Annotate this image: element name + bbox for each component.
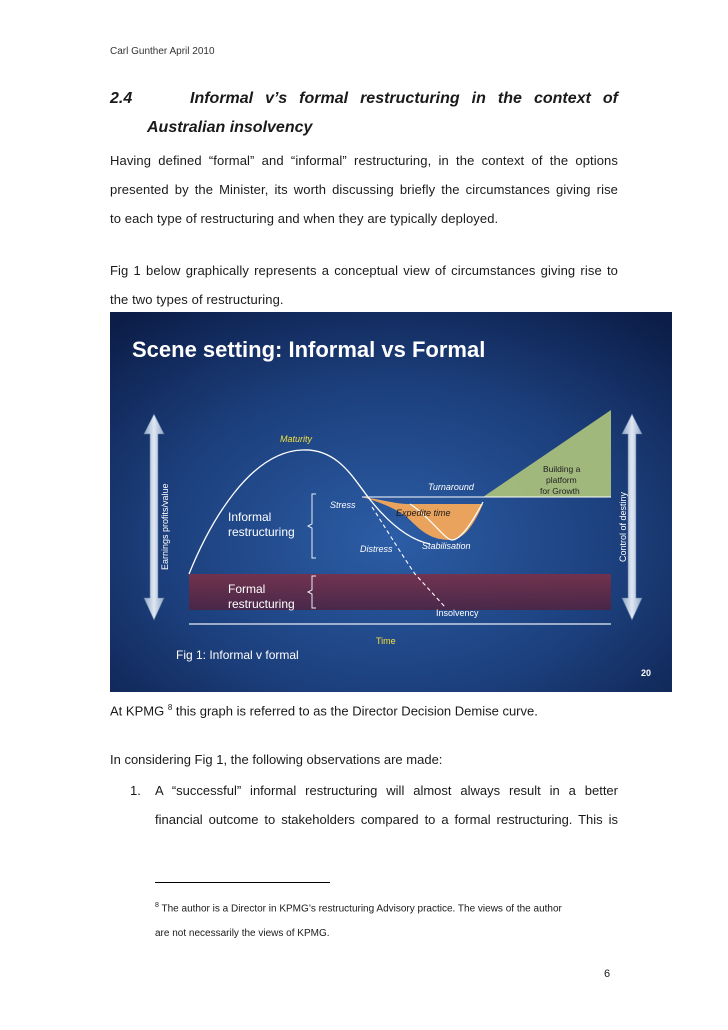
list-item-number: 1. xyxy=(130,783,141,798)
label-expedite: Expedite time xyxy=(396,508,451,518)
slide-number: 20 xyxy=(641,668,652,678)
label-formal-1: Formal xyxy=(228,582,266,596)
footnote-line2: are not necessarily the views of KPMG. xyxy=(155,928,330,940)
observations-intro: In considering Fig 1, the following observations are made: xyxy=(110,752,443,767)
paragraph-1-line1: Having defined “formal” and “informal” restructuring, in the context of the options xyxy=(110,153,618,168)
footnote-separator xyxy=(155,882,330,883)
figure-caption xyxy=(110,703,538,718)
running-head: Carl Gunther April 2010 xyxy=(110,46,215,57)
section-title-line1: Informal v’s formal restructuring in the context of xyxy=(190,90,618,107)
label-building-3: for Growth xyxy=(540,486,580,496)
label-turnaround: Turnaround xyxy=(428,482,474,492)
label-maturity: Maturity xyxy=(280,434,313,444)
section-title-line2: Australian insolvency xyxy=(147,119,313,136)
caption-text-after: this graph is referred to as the Director Decision Demise curve. xyxy=(172,703,538,719)
label-stress: Stress xyxy=(330,500,356,510)
footnote-line1 xyxy=(155,893,618,921)
footnote xyxy=(155,893,618,946)
section-number: 2.4 xyxy=(110,90,133,107)
label-time: Time xyxy=(376,636,396,646)
caption-text-before: At KPMG xyxy=(110,703,165,719)
paragraph-2-line2: the two types of restructuring. xyxy=(110,292,284,307)
label-informal-1: Informal xyxy=(228,510,272,524)
figure-caption-in-slide: Fig 1: Informal v formal xyxy=(176,648,299,662)
right-axis-label: Control of destiny xyxy=(618,491,628,562)
figure-slide-graphic xyxy=(110,312,672,692)
paragraph-2-line1: Fig 1 below graphically represents a conceptual view of circumstances giving rise to xyxy=(110,263,618,278)
slide-title: Scene setting: Informal vs Formal xyxy=(132,337,486,362)
label-informal-2: restructuring xyxy=(228,525,295,539)
label-building-1: Building a xyxy=(543,464,581,474)
label-distress: Distress xyxy=(360,544,393,554)
footnote-ref: 8 xyxy=(167,703,173,712)
list-item-line2: financial outcome to stakeholders compared to a formal restructuring. This is xyxy=(155,812,618,827)
list-item-line1: A “successful” informal restructuring will almost always result in a better xyxy=(155,783,618,798)
label-insolvency: Insolvency xyxy=(436,608,479,618)
label-building-2: platform xyxy=(546,475,577,485)
label-formal-2: restructuring xyxy=(228,597,295,611)
figure-slide xyxy=(110,312,672,692)
paragraph-1-line2: presented by the Minister, its worth discussing briefly the circumstances giving rise xyxy=(110,182,618,197)
footnote-text-1: The author is a Director in KPMG’s restructuring Advisory practice. The views of the author xyxy=(158,903,562,915)
label-stabilisation: Stabilisation xyxy=(422,541,471,551)
footnote-number: 8 xyxy=(155,902,159,909)
left-axis-label: Earnings profits/value xyxy=(160,483,170,570)
page-number: 6 xyxy=(604,968,611,980)
paragraph-1-line3: to each type of restructuring and when they are typically deployed. xyxy=(110,211,499,226)
